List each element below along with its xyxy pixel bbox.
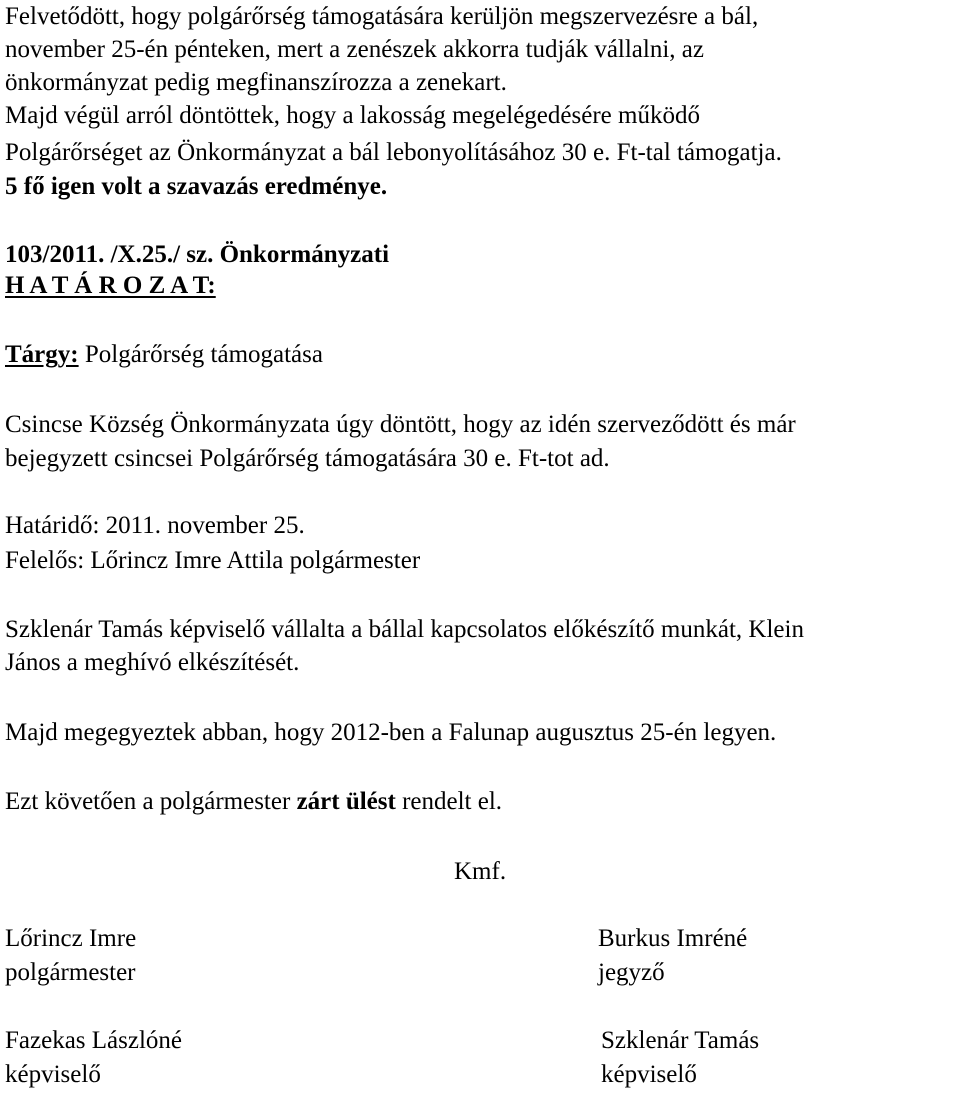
resolution-subject xyxy=(5,338,323,372)
resolution-deadline: Határidő: 2011. november 25. xyxy=(5,512,305,539)
closing-pre: Ezt követően a polgármester xyxy=(5,788,297,815)
signature-2-name: Burkus Imréné xyxy=(598,925,748,952)
subject-label: Tárgy: xyxy=(5,341,79,368)
vote-result: 5 fő igen volt a szavazás eredménye. xyxy=(5,173,388,200)
signature-1-name: Lőrincz Imre xyxy=(5,925,137,952)
falunap-note: Majd megegyeztek abban, hogy 2012-ben a Falunap augusztus 25-én legyen. xyxy=(5,719,777,746)
intro-line-4: Majd végül arról döntöttek, hogy a lakosság megelégedésére működő xyxy=(5,102,700,129)
subject-text: Polgárőrség támogatása xyxy=(78,341,323,368)
resolution-number: 103/2011. /X.25./ sz. Önkormányzati xyxy=(5,241,390,268)
signature-2-role: jegyző xyxy=(598,959,665,986)
resolution-heading: H A T Á R O Z A T: xyxy=(5,272,216,299)
notes-line-1: Szklenár Tamás képviselő vállalta a bállal kapcsolatos előkészítő munkát, Klein xyxy=(5,616,804,643)
closing-note xyxy=(5,785,502,819)
intro-line-3: önkormányzat pedig megfinanszírozza a zenekart. xyxy=(5,69,507,96)
resolution-body-line-1: Csincse Község Önkormányzata úgy döntött, hogy az idén szerveződött és már xyxy=(5,411,796,438)
signature-4-role: képviselő xyxy=(601,1061,697,1088)
closing-bold: zárt ülést xyxy=(296,788,396,815)
intro-line-1: Felvetődött, hogy polgárőrség támogatására kerüljön megszervezésre a bál, xyxy=(5,3,759,30)
signature-3-role: képviselő xyxy=(5,1061,101,1088)
notes-line-2: János a meghívó elkészítését. xyxy=(5,649,300,676)
intro-line-5: Polgárőrséget az Önkormányzat a bál lebonyolításához 30 e. Ft-tal támogatja. xyxy=(5,139,782,166)
intro-line-2: november 25-én pénteken, mert a zenészek akkorra tudják vállalni, az xyxy=(5,36,704,63)
kmf-label: Kmf. xyxy=(454,858,507,885)
closing-post: rendelt el. xyxy=(395,788,503,815)
signature-4-name: Szklenár Tamás xyxy=(601,1027,760,1054)
resolution-body-line-2: bejegyzett csincsei Polgárőrség támogatására 30 e. Ft-tot ad. xyxy=(5,445,610,472)
resolution-responsible: Felelős: Lőrincz Imre Attila polgármester xyxy=(5,547,421,574)
signature-1-role: polgármester xyxy=(5,959,136,986)
signature-3-name: Fazekas Lászlóné xyxy=(5,1027,183,1054)
